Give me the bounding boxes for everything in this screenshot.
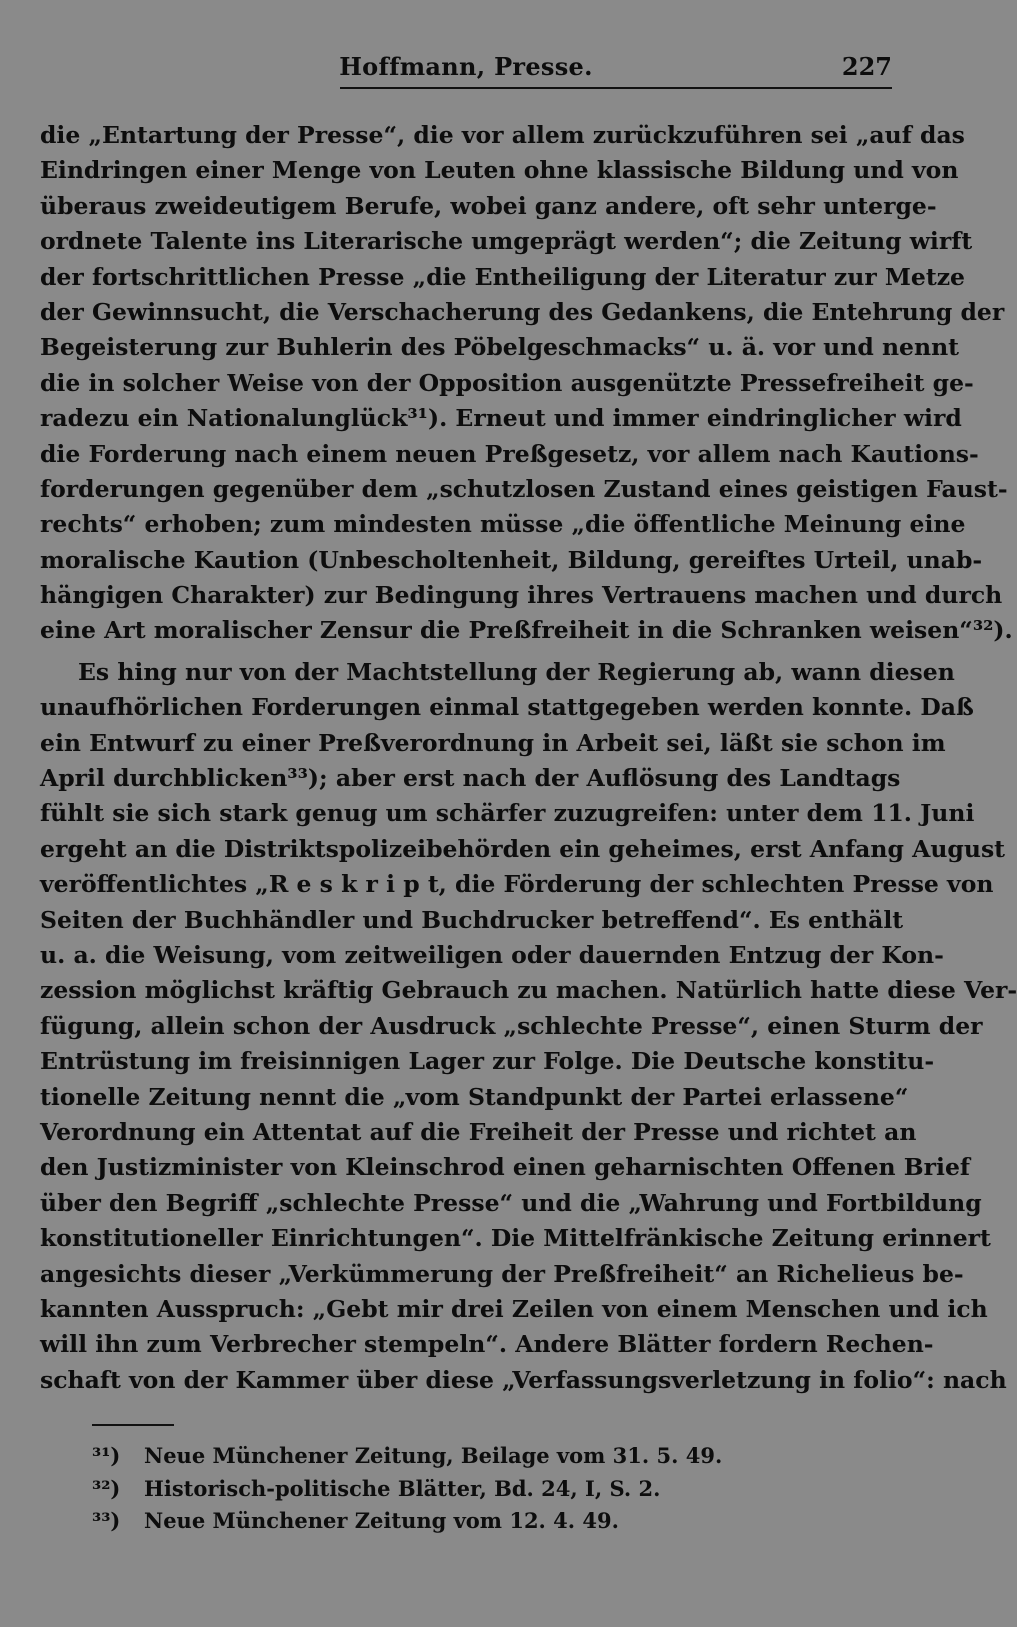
text-line: zession möglichst kräftig Gebrauch zu machen. Natürlich hatte diese Ver-	[40, 976, 1017, 1005]
text-line: Verordnung ein Attentat auf die Freiheit der Presse und richtet an	[40, 1117, 917, 1146]
footnote-rule	[92, 1424, 174, 1426]
text-line: Entrüstung im freisinnigen Lager zur Folge. Die Deutsche konstitu-	[40, 1047, 935, 1076]
text-line: die in solcher Weise von der Opposition ausgenützte Pressefreiheit ge-	[40, 368, 974, 397]
footnote-mark: ³³)	[92, 1508, 121, 1533]
text-line: Es hing nur von der Machtstellung der Regierung ab, wann diesen	[78, 657, 955, 686]
text-line: fügung, allein schon der Ausdruck „schlechte Presse“, einen Sturm der	[40, 1011, 983, 1040]
text-line: kannten Ausspruch: „Gebt mir drei Zeilen von einem Menschen und ich	[40, 1294, 988, 1323]
footnote-text: Neue Münchener Zeitung, Beilage vom 31. 5. 49.	[144, 1443, 723, 1468]
footnote-mark: ³²)	[92, 1475, 121, 1501]
text-line: die Forderung nach einem neuen Preßgesetz, vor allem nach Kautions-	[40, 439, 979, 468]
text-line: Seiten der Buchhändler und Buchdrucker betreffend“. Es enthält	[40, 905, 904, 934]
text-line: überaus zweideutigem Berufe, wobei ganz andere, oft sehr unterge-	[40, 191, 937, 220]
text-line: u. a. die Weisung, vom zeitweiligen oder dauernden Entzug der Kon-	[40, 940, 944, 969]
text-line: will ihn zum Verbrecher stempeln“. Andere Blätter fordern Rechen-	[40, 1330, 934, 1359]
text-line: rechts“ erhoben; zum mindesten müsse „die öffentliche Meinung eine	[40, 510, 966, 539]
text-line: ordnete Talente ins Literarische umgeprägt werden“; die Zeitung wirft	[40, 227, 973, 256]
text-line: forderungen gegenüber dem „schutzlosen Zustand eines geistigen Faust-	[40, 474, 1008, 503]
text-line: der Gewinnsucht, die Verschacherung des Gedankens, die Entehrung der	[40, 297, 1005, 326]
page-header	[40, 52, 892, 92]
text-line: moralische Kaution (Unbescholtenheit, Bildung, gereiftes Urteil, unab-	[40, 545, 983, 574]
footnote-text: Neue Münchener Zeitung vom 12. 4. 49.	[144, 1508, 619, 1533]
footnote	[92, 1473, 792, 1506]
text-line: April durchblicken³³); aber erst nach der Auflösung des Landtags	[40, 764, 901, 793]
text-line: unaufhörlichen Forderungen einmal stattgegeben werden konnte. Daß	[40, 693, 974, 722]
text-line: ergeht an die Distriktspolizeibehörden ein geheimes, erst Anfang August	[40, 834, 1006, 863]
page-number: 227	[841, 52, 892, 81]
footnote	[92, 1505, 792, 1538]
body-text	[40, 118, 1017, 1398]
text-line: ein Entwurf zu einer Preßverordnung in Arbeit sei, läßt sie schon im	[40, 728, 946, 757]
footnotes	[92, 1440, 792, 1538]
text-line: radezu ein Nationalunglück³¹). Erneut und immer eindringlicher wird	[40, 404, 962, 433]
text-line: tionelle Zeitung nennt die „vom Standpunkt der Partei erlassene“	[40, 1082, 909, 1111]
text-line: die „Entartung der Presse“, die vor allem zurückzuführen sei „auf das	[40, 121, 965, 149]
footnote	[92, 1440, 792, 1473]
text-line: konstitutioneller Einrichtungen“. Die Mittelfränkische Zeitung erinnert	[40, 1224, 991, 1253]
running-head: Hoffmann, Presse.	[339, 52, 593, 81]
header-rule	[340, 87, 892, 89]
text-line: eine Art moralischer Zensur die Preßfreiheit in die Schranken weisen“³²).	[40, 616, 1013, 645]
paragraph	[40, 118, 1013, 649]
text-line: über den Begriff „schlechte Presse“ und die „Wahrung und Fortbildung	[40, 1188, 982, 1217]
text-line: den Justizminister von Kleinschrod einen geharnischten Offenen Brief	[40, 1153, 971, 1182]
footnote-mark: ³¹)	[92, 1443, 121, 1468]
text-line: angesichts dieser „Verkümmerung der Preßfreiheit“ an Richelieus be-	[40, 1259, 964, 1288]
text-line: schaft von der Kammer über diese „Verfassungsverletzung in folio“: nach	[40, 1365, 1007, 1394]
paragraph	[40, 655, 1017, 1398]
text-line: fühlt sie sich stark genug um schärfer zuzugreifen: unter dem 11. Juni	[40, 799, 975, 828]
text-line: der fortschrittlichen Presse „die Entheiligung der Literatur zur Metze	[40, 262, 965, 291]
text-line: Eindringen einer Menge von Leuten ohne klassische Bildung und von	[40, 156, 959, 185]
text-line: hängigen Charakter) zur Bedingung ihres Vertrauens machen und durch	[40, 581, 1003, 610]
text-line: veröffentlichtes „R e s k r i p t, die Förderung der schlechten Presse von	[40, 870, 994, 899]
text-line: Begeisterung zur Buhlerin des Pöbelgeschmacks“ u. ä. vor und nennt	[40, 333, 960, 362]
footnote-text: Historisch-politische Blätter, Bd. 24, I, S. 2.	[144, 1475, 661, 1501]
